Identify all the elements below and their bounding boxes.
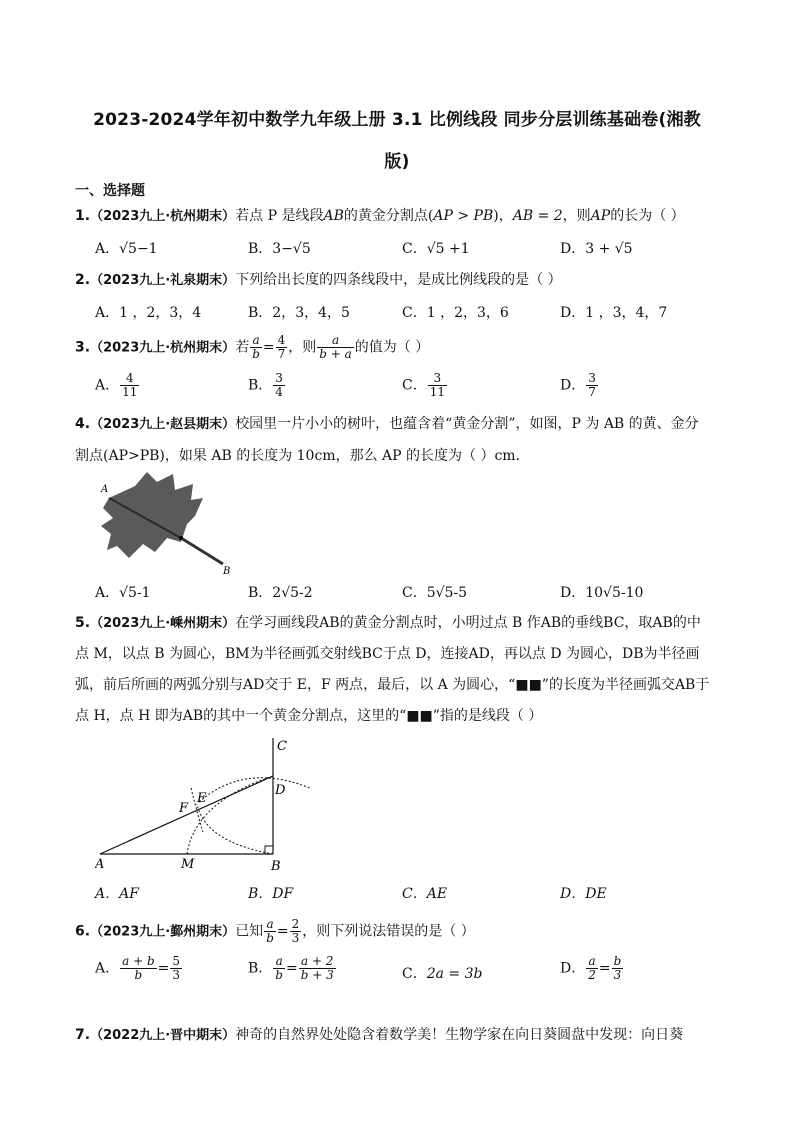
- point-d-label: D: [275, 783, 286, 798]
- question-4-line-2: 割点(AP>PB)，如果 AB 的长度为 10cm，那么 AP 的长度为（ ）cm．: [75, 448, 530, 464]
- point-a-label: A: [95, 857, 105, 872]
- option-b[interactable]: B．DF: [248, 886, 294, 902]
- question-2: 2.（2023九上·礼泉期末）下列给出长度的四条线段中，是成比例线段的是（ ）: [75, 272, 562, 288]
- point-b-label: B: [271, 859, 281, 872]
- option-d[interactable]: D． $\frac{3}{7}$: [560, 371, 596, 399]
- option-a[interactable]: A．√5−1: [95, 241, 158, 257]
- option-c[interactable]: C．1 ，2，3，6: [402, 305, 509, 321]
- question-5-line-3: 弧，前后所画的两弧分别与AD交于 E，F 两点，最后，以 A 为圆心，“■■”的长度为半径画弧交AB于: [75, 677, 710, 693]
- section-heading: 一、选择题: [75, 183, 145, 199]
- given-fraction: $\frac{a}{b}$: [252, 333, 260, 361]
- option-c[interactable]: C． $\frac{3}{11}$: [402, 371, 445, 399]
- question-3: 3.（2023九上·杭州期末）若 $\frac{a}{b}$ = $\frac{4}{7}$ ，则 $\frac{a}{b + a}$ 的值为（ ）: [75, 333, 430, 361]
- option-c[interactable]: C．AE: [402, 886, 448, 902]
- option-a[interactable]: A． $\frac{4}{11}$: [95, 371, 138, 399]
- point-p-label: P: [185, 527, 192, 537]
- point-b-label: B: [223, 566, 231, 577]
- question-6: 6.（2023九上·鄞州期末）已知 $\frac{a}{b}$ = $\frac{2}{3}$ ，则下列说法错误的是（ ）: [75, 917, 475, 945]
- question-5-line-4: 点 H，点 H 即为AB的其中一个黄金分割点，这里的“■■”指的是线段（ ）: [75, 708, 543, 724]
- option-d[interactable]: D． $\frac{a}{2}$ = $\frac{b}{3}$: [560, 954, 622, 982]
- question-5-options: [95, 883, 735, 909]
- option-a[interactable]: A．1 ，2，3，4: [95, 305, 202, 321]
- question-1: 1.（2023九上·杭州期末）若点 P 是线段AB的黄金分割点(AP > PB)，AB = 2，则AP的长为（ ）: [75, 208, 685, 224]
- question-3-options: [95, 372, 735, 406]
- option-d[interactable]: D．1 ，3，4，7: [560, 305, 668, 321]
- option-b[interactable]: B．2，3，4，5: [248, 305, 350, 321]
- given-value-fraction: $\frac{2}{3}$: [291, 917, 300, 945]
- question-7: 7.（2022九上·晋中期末）神奇的自然界处处隐含着数学美！生物学家在向日葵圆盘中发现：向日葵: [75, 1027, 684, 1043]
- point-e-label: E: [197, 791, 207, 806]
- page-title: 2023-2024学年初中数学九年级上册 3.1 比例线段 同步分层训练基础卷(湘教: [93, 110, 701, 130]
- option-b[interactable]: B．3−√5: [248, 241, 311, 257]
- option-c[interactable]: C．√5 +1: [402, 241, 470, 257]
- point-m-label: M: [181, 857, 195, 872]
- question-4: 4.（2023九上·赵县期末）校园里一片小小的树叶，也蕴含着“黄金分割”，如图，P 为 AB 的黄、金分: [75, 416, 699, 432]
- leaf-figure: [95, 468, 245, 578]
- given-value-fraction: $\frac{4}{7}$: [277, 333, 286, 361]
- option-a[interactable]: A．√5-1: [95, 585, 151, 601]
- option-c[interactable]: C．2a = 3b: [402, 966, 483, 982]
- question-4-options: [95, 582, 735, 608]
- option-d[interactable]: D．3 + √5: [560, 241, 633, 257]
- question-2-options: [95, 302, 735, 328]
- question-5: 5.（2023九上·嵊州期末）在学习画线段AB的黄金分割点时，小明过点 B 作AB的垂线BC，取AB的中: [75, 615, 701, 631]
- option-a[interactable]: A．AF: [95, 886, 139, 902]
- point-c-label: C: [277, 739, 287, 754]
- option-a[interactable]: A． $\frac{a + b}{b}$ = $\frac{5}{3}$: [95, 954, 181, 982]
- option-b[interactable]: B． $\frac{3}{4}$: [248, 371, 283, 399]
- option-d[interactable]: D．DE: [560, 886, 607, 902]
- question-1-options: [95, 238, 735, 264]
- option-c[interactable]: C．5√5-5: [402, 585, 468, 601]
- leaf-shape: [101, 472, 203, 558]
- given-fraction: $\frac{a}{b}$: [266, 917, 274, 945]
- question-6-options: [95, 955, 735, 989]
- page-title-continued: 版): [384, 152, 410, 172]
- point-a-label: A: [101, 484, 109, 495]
- expression-fraction: $\frac{a}{b + a}$: [319, 333, 352, 361]
- option-b[interactable]: B．2√5-2: [248, 585, 313, 601]
- option-d[interactable]: D．10√5-10: [560, 585, 644, 601]
- point-f-label: F: [179, 801, 189, 816]
- option-b[interactable]: B． $\frac{a}{b}$ = $\frac{a + 2}{b + 3}$: [248, 954, 334, 982]
- question-5-line-2: 点 M，以点 B 为圆心，BM为半径画弧交射线BC于点 D，连接AD，再以点 D 为圆心，DB为半径画: [75, 646, 700, 662]
- geometry-figure: [95, 732, 325, 872]
